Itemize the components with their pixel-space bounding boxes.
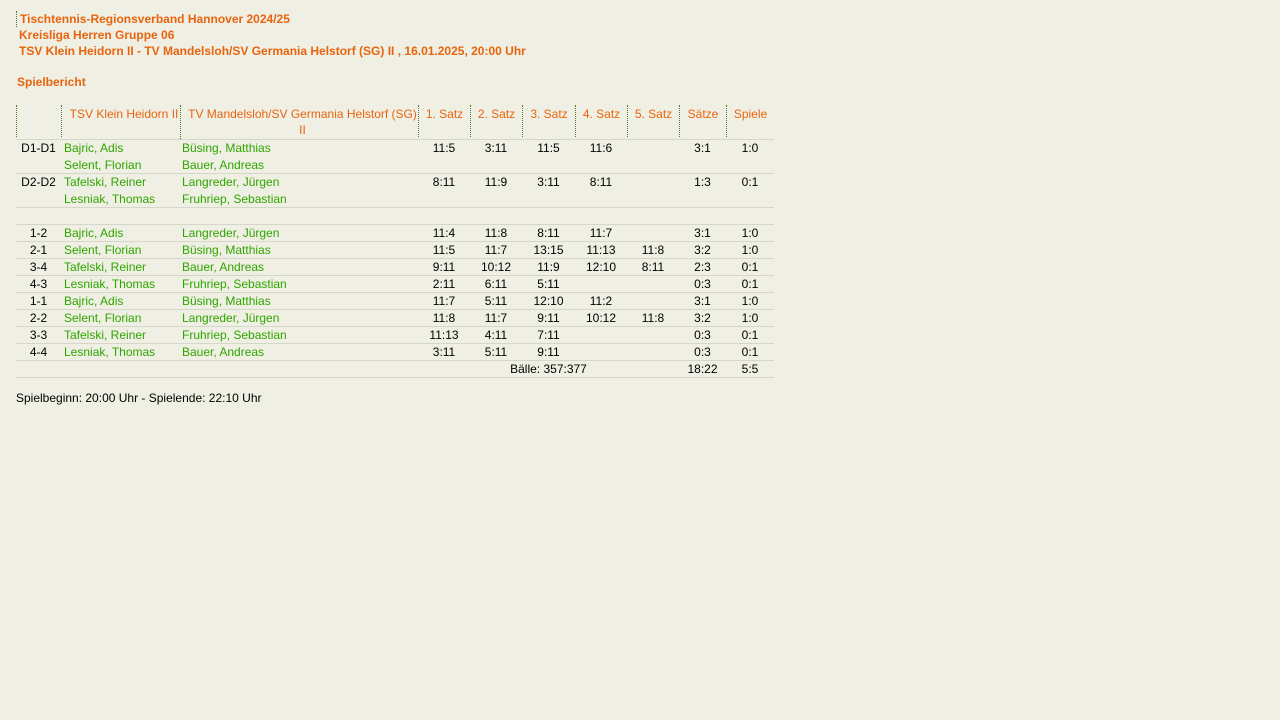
sets-result: 0:3 [679,327,726,344]
player-name: Lesniak, Thomas [64,191,156,206]
games-result: 1:0 [726,225,774,242]
set-score: 11:5 [522,140,575,174]
player-name: Büsing, Matthias [180,293,418,310]
set-score: 11:13 [418,327,470,344]
table-row [16,310,774,327]
set-score: 13:15 [522,242,575,259]
set-score [627,276,679,293]
player-name: Selent, Florian [61,242,180,259]
player-name: Bauer, Andreas [180,344,418,361]
set-score: 8:11 [627,259,679,276]
set-score [627,327,679,344]
player-name: Fruhriep, Sebastian [182,191,287,206]
set-score: 4:11 [470,327,522,344]
league-title: Tischtennis-Regionsverband Hannover 2024/25 [16,11,526,27]
set-score: 11:8 [627,242,679,259]
player-name: Langreder, Jürgen [180,225,418,242]
table-row [16,174,774,208]
header-set-2: 2. Satz [470,105,522,140]
match-report-table [16,105,774,378]
totals-row [16,361,774,378]
set-score: 8:11 [418,174,470,208]
set-score: 3:11 [522,174,575,208]
games-result: 0:1 [726,344,774,361]
games-result: 0:1 [726,327,774,344]
singles-section [16,225,774,361]
sets-result: 3:1 [679,140,726,174]
player-name: Selent, Florian [61,310,180,327]
player-name: Büsing, Matthias [182,141,271,155]
match-nr: 4-4 [16,344,61,361]
player-name: Langreder, Jürgen [182,175,280,189]
player-name: Fruhriep, Sebastian [180,327,418,344]
set-score: 5:11 [470,344,522,361]
sets-result: 2:3 [679,259,726,276]
header-nr [16,105,61,140]
set-score: 11:7 [418,293,470,310]
set-score: 11:5 [418,242,470,259]
sets-result: 3:2 [679,242,726,259]
set-score: 9:11 [522,344,575,361]
set-score: 11:7 [575,225,627,242]
set-score: 10:12 [470,259,522,276]
set-score: 10:12 [575,310,627,327]
header-set-1: 1. Satz [418,105,470,140]
set-score: 6:11 [470,276,522,293]
set-score: 11:4 [418,225,470,242]
sets-result: 3:2 [679,310,726,327]
header-set-5: 5. Satz [627,105,679,140]
set-score: 11:13 [575,242,627,259]
sets-total: 18:22 [679,361,726,378]
player-name: Bajric, Adis [61,293,180,310]
table-row [16,276,774,293]
match-nr: 2-2 [16,310,61,327]
home-players [61,174,180,208]
set-score: 2:11 [418,276,470,293]
sets-result: 1:3 [679,174,726,208]
set-score: 11:8 [627,310,679,327]
sets-result: 0:3 [679,276,726,293]
set-score: 12:10 [575,259,627,276]
report-header [16,11,526,59]
player-name: Tafelski, Reiner [61,259,180,276]
player-name: Langreder, Jürgen [180,310,418,327]
table-row [16,225,774,242]
match-times: Spielbeginn: 20:00 Uhr - Spielende: 22:10 Uhr [16,391,262,405]
set-score [627,174,679,208]
set-score [627,344,679,361]
games-result: 1:0 [726,310,774,327]
sets-result: 3:1 [679,225,726,242]
games-result: 0:1 [726,276,774,293]
header-away-team: TV Mandelsloh/SV Germania Helstorf (SG) II [180,105,418,140]
set-score: 5:11 [470,293,522,310]
table-row [16,344,774,361]
group-title: Kreisliga Herren Gruppe 06 [19,28,175,42]
home-players [61,140,180,174]
set-score: 11:7 [470,242,522,259]
set-score: 11:5 [418,140,470,174]
match-nr: 4-3 [16,276,61,293]
player-name: Selent, Florian [64,157,142,172]
spacer-row [16,208,774,225]
set-score [627,293,679,310]
player-name: Lesniak, Thomas [61,344,180,361]
player-name: Bajric, Adis [64,141,124,155]
match-nr: 3-3 [16,327,61,344]
set-score [575,276,627,293]
games-total: 5:5 [726,361,774,378]
page-title: Spielbericht [17,75,86,89]
set-score: 11:8 [418,310,470,327]
away-players [180,140,418,174]
table-row [16,293,774,310]
balls-total: Bälle: 357:377 [418,361,679,378]
set-score: 8:11 [522,225,575,242]
set-score: 5:11 [522,276,575,293]
sets-result: 0:3 [679,344,726,361]
set-score [627,225,679,242]
set-score [627,140,679,174]
player-name: Bauer, Andreas [182,157,265,172]
games-result: 0:1 [726,174,774,208]
set-score: 8:11 [575,174,627,208]
set-score: 3:11 [418,344,470,361]
match-nr: 1-1 [16,293,61,310]
match-nr: 2-1 [16,242,61,259]
player-name: Lesniak, Thomas [61,276,180,293]
table-row [16,140,774,174]
games-result: 1:0 [726,242,774,259]
table-row [16,242,774,259]
table-row [16,327,774,344]
set-score: 3:11 [470,140,522,174]
set-score: 11:7 [470,310,522,327]
match-nr: 1-2 [16,225,61,242]
set-score: 11:9 [522,259,575,276]
table-row [16,259,774,276]
player-name: Tafelski, Reiner [61,327,180,344]
set-score: 11:6 [575,140,627,174]
player-name: Büsing, Matthias [180,242,418,259]
set-score: 9:11 [418,259,470,276]
set-score [575,327,627,344]
match-nr: 3-4 [16,259,61,276]
set-score: 7:11 [522,327,575,344]
header-set-4: 4. Satz [575,105,627,140]
games-result: 1:0 [726,140,774,174]
header-home-team: TSV Klein Heidorn II [61,105,180,140]
set-score: 11:2 [575,293,627,310]
set-score: 11:8 [470,225,522,242]
sets-result: 3:1 [679,293,726,310]
set-score [575,344,627,361]
header-set-3: 3. Satz [522,105,575,140]
match-nr: D2-D2 [16,174,61,208]
set-score: 9:11 [522,310,575,327]
player-name: Tafelski, Reiner [64,175,147,189]
match-nr: D1-D1 [16,140,61,174]
table-header-row [16,105,774,140]
set-score: 12:10 [522,293,575,310]
set-score: 11:9 [470,174,522,208]
player-name: Bauer, Andreas [180,259,418,276]
header-spiele: Spiele [726,105,774,140]
games-result: 0:1 [726,259,774,276]
player-name: Bajric, Adis [61,225,180,242]
games-result: 1:0 [726,293,774,310]
away-players [180,174,418,208]
match-title: TSV Klein Heidorn II - TV Mandelsloh/SV Germania Helstorf (SG) II , 16.01.2025, 20:00 Uhr [19,44,526,58]
player-name: Fruhriep, Sebastian [180,276,418,293]
header-saetze: Sätze [679,105,726,140]
